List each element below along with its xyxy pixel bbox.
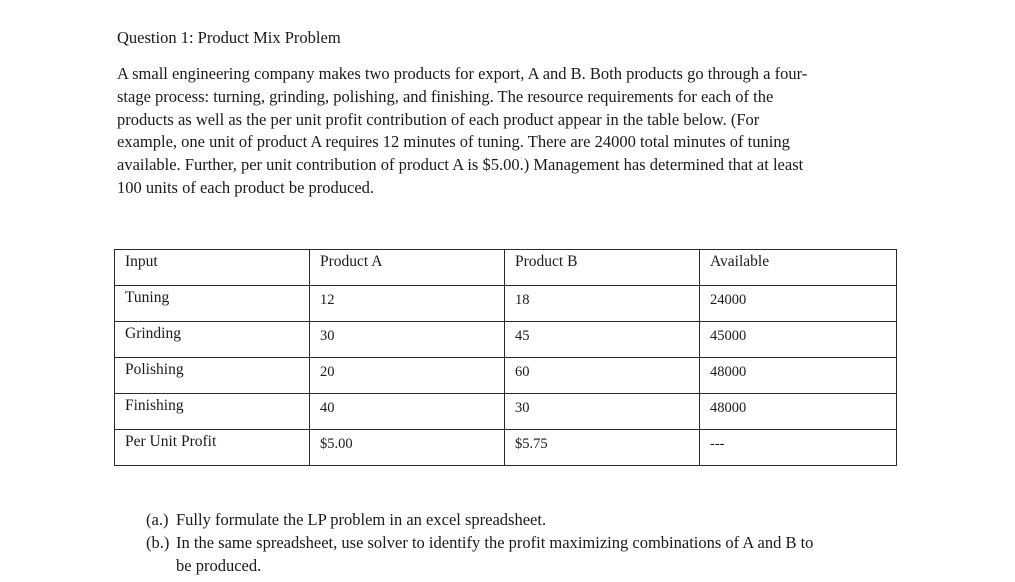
description-line: 100 units of each product be produced. xyxy=(117,177,375,197)
description-line: products as well as the per unit profit contribution of each product appear in the table below. (For xyxy=(117,109,760,129)
header-available: Available xyxy=(700,250,897,286)
row-label: Grinding xyxy=(115,322,310,358)
row-label: Per Unit Profit xyxy=(115,430,310,466)
description-line: available. Further, per unit contribution of product A is $5.00.) Management has determined that at least xyxy=(117,155,804,175)
cell-product-b: $5.75 xyxy=(505,430,700,466)
cell-available: 24000 xyxy=(700,286,897,322)
description-line: example, one unit of product A requires 12 minutes of tuning. There are 24000 total minutes of tuning xyxy=(117,132,790,152)
table-row xyxy=(115,358,897,394)
cell-product-a: 30 xyxy=(310,322,505,358)
cell-product-a: 40 xyxy=(310,394,505,430)
problem-description xyxy=(117,63,907,200)
table-row xyxy=(115,430,897,466)
header-product-a: Product A xyxy=(310,250,505,286)
cell-product-b: 60 xyxy=(505,358,700,394)
cell-product-a: 20 xyxy=(310,358,505,394)
cell-product-b: 30 xyxy=(505,394,700,430)
question-list xyxy=(146,509,906,577)
cell-available: 45000 xyxy=(700,322,897,358)
cell-product-a: $5.00 xyxy=(310,430,505,466)
cell-product-a: 12 xyxy=(310,286,505,322)
question-marker: (a.) xyxy=(146,510,169,529)
row-label: Finishing xyxy=(115,394,310,430)
table-row xyxy=(115,286,897,322)
question-item-a xyxy=(146,509,906,532)
row-label: Tuning xyxy=(115,286,310,322)
table-header-row xyxy=(115,250,897,286)
cell-available: 48000 xyxy=(700,358,897,394)
question-text xyxy=(176,532,906,578)
question-line: In the same spreadsheet, use solver to identify the profit maximizing combinations of A and B to xyxy=(176,532,814,552)
question-line: be produced. xyxy=(176,555,262,575)
cell-available: 48000 xyxy=(700,394,897,430)
cell-product-b: 18 xyxy=(505,286,700,322)
cell-available: --- xyxy=(700,430,897,466)
header-product-b: Product B xyxy=(505,250,700,286)
question-text xyxy=(176,509,906,532)
cell-product-b: 45 xyxy=(505,322,700,358)
description-line: stage process: turning, grinding, polishing, and finishing. The resource requirements for each of the xyxy=(117,86,774,106)
description-line: A small engineering company makes two products for export, A and B. Both products go through a four- xyxy=(117,64,808,83)
table-row xyxy=(115,322,897,358)
question-title: Question 1: Product Mix Problem xyxy=(117,28,341,47)
resource-table xyxy=(114,249,897,466)
row-label: Polishing xyxy=(115,358,310,394)
question-line: Fully formulate the LP problem in an excel spreadsheet. xyxy=(176,510,547,529)
header-input: Input xyxy=(115,250,310,286)
table-row xyxy=(115,394,897,430)
question-marker: (b.) xyxy=(146,532,170,552)
question-item-b xyxy=(146,532,906,578)
